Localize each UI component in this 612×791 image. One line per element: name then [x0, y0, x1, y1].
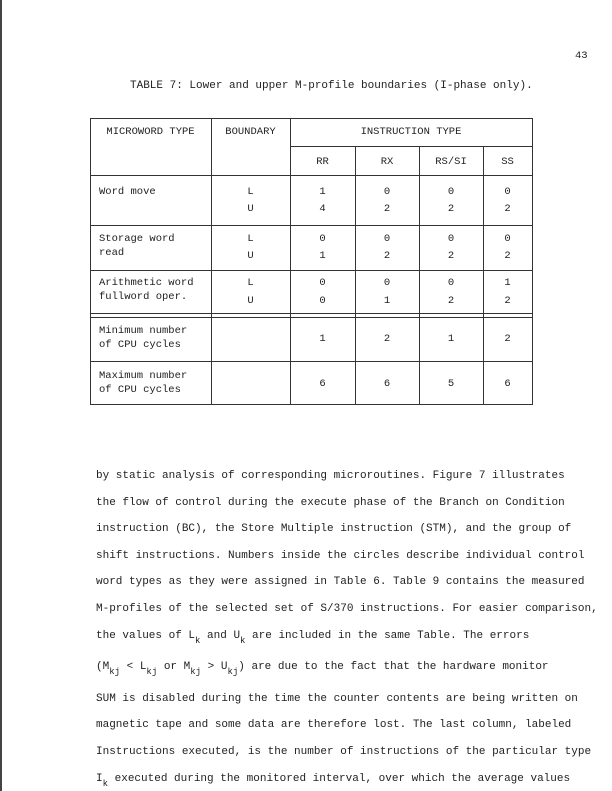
table-rule	[90, 175, 532, 176]
boundary-cell: U	[247, 250, 254, 262]
row-label: fullword oper.	[99, 291, 188, 303]
text-line: Instructions executed, is the number of instructions of the particular type	[96, 745, 592, 758]
table-rule	[90, 225, 532, 226]
value-cell: 4	[319, 203, 326, 215]
value-cell: 0	[447, 277, 455, 289]
value-cell: 0	[447, 186, 455, 198]
text-span: < L	[120, 661, 147, 674]
value-cell: 1	[319, 250, 326, 262]
table-rule	[419, 146, 420, 404]
value-cell: 2	[504, 332, 511, 345]
text-line	[96, 766, 571, 791]
row-label: of CPU cycles	[99, 384, 181, 396]
row-label: Word move	[99, 186, 156, 198]
value-cell: 2	[504, 295, 511, 307]
value-cell: 6	[504, 377, 511, 390]
boundary-cell: U	[247, 203, 254, 215]
table-rule	[90, 361, 532, 362]
value-cell: 2	[447, 203, 455, 215]
body-paragraph	[96, 463, 598, 791]
value-cell: 5	[447, 377, 455, 390]
value-cell: 0	[383, 233, 391, 245]
header-microword-type: MICROWORD TYPE	[106, 126, 195, 138]
boundary-cell: L	[247, 277, 254, 289]
text-span: executed during the monitored interval, over which the average values	[108, 772, 571, 785]
value-cell: 0	[447, 233, 455, 245]
table-rule	[90, 270, 532, 271]
text-span: and U	[200, 629, 241, 642]
value-cell: 6	[319, 377, 326, 390]
row-label: Maximum number	[99, 370, 188, 382]
text-span: are included in the same Table. The errors	[245, 629, 530, 642]
text-line	[96, 623, 566, 655]
text-line: M-profiles of the selected set of S/370 instructions. For easier comparison,	[96, 602, 598, 615]
boundary-cell: L	[247, 233, 254, 245]
value-cell: 2	[447, 250, 455, 262]
value-cell: 1	[447, 332, 455, 345]
subscript: k	[240, 635, 246, 646]
table-rule	[355, 146, 356, 404]
value-cell: 0	[383, 277, 391, 289]
table-caption: TABLE 7: Lower and upper M-profile boundaries (I-phase only).	[130, 80, 533, 92]
value-cell: 1	[383, 295, 391, 307]
value-cell: 1	[504, 277, 511, 289]
value-cell: 0	[383, 186, 391, 198]
scan-edge	[0, 0, 2, 791]
header-col: SS	[501, 156, 514, 168]
row-label: Arithmetic word	[99, 277, 194, 289]
subscript: kj	[109, 667, 121, 678]
header-col: RR	[316, 156, 329, 168]
header-col: RX	[380, 156, 394, 168]
row-label: read	[99, 247, 125, 259]
row-label: Minimum number	[99, 325, 188, 337]
subscript: kj	[227, 667, 239, 678]
value-cell: 6	[383, 377, 391, 390]
value-cell: 2	[447, 295, 455, 307]
value-cell: 0	[319, 277, 326, 289]
text-line: word types as they were assigned in Table 6. Table 9 contains the measured	[96, 576, 585, 589]
value-cell: 1	[319, 332, 326, 345]
table-rule	[483, 146, 484, 404]
value-cell: 0	[504, 186, 511, 198]
value-cell: 2	[504, 203, 511, 215]
text-line: by static analysis of corresponding microroutines. Figure 7 illustrates	[96, 470, 565, 482]
row-label: Storage word	[99, 233, 175, 245]
table-rule	[90, 404, 533, 405]
table-rule	[532, 118, 533, 404]
text-line: instruction (BC), the Store Multiple instruction (STM), and the group of	[96, 523, 572, 536]
text-line: SUM is disabled during the time the counter contents are being written on	[96, 692, 578, 705]
subscript: kj	[146, 667, 158, 678]
table-rule	[290, 146, 532, 147]
subscript: kj	[190, 667, 202, 678]
boundary-cell: L	[247, 186, 254, 198]
text-line: magnetic tape and some data are therefore lost. The last column, labeled	[96, 719, 572, 732]
value-cell: 0	[319, 295, 326, 307]
text-span: ) are due to the fact that the hardware monitor	[238, 661, 549, 674]
boundary-cell: U	[247, 295, 254, 307]
value-cell: 0	[319, 233, 326, 245]
value-cell: 1	[319, 186, 326, 198]
text-span: > U	[201, 661, 228, 674]
text-line: shift instructions. Numbers inside the circles describe individual control	[96, 549, 585, 562]
text-line: the flow of control during the execute phase of the Branch on Condition	[96, 496, 565, 509]
header-boundary: BOUNDARY	[225, 126, 276, 138]
text-span: the values of L	[96, 629, 196, 642]
subscript: k	[195, 635, 201, 646]
value-cell: 2	[383, 250, 391, 262]
value-cell: 2	[383, 203, 391, 215]
page-number: 43	[575, 50, 588, 62]
header-col: RS/SI	[435, 156, 467, 168]
table-rule	[90, 313, 532, 314]
table-rule	[90, 118, 532, 119]
text-span: (M	[96, 661, 110, 674]
header-instruction-type: INSTRUCTION TYPE	[360, 126, 462, 138]
text-line	[96, 654, 566, 686]
value-cell: 2	[504, 250, 511, 262]
value-cell: 2	[383, 332, 391, 345]
text-span: or M	[157, 661, 191, 674]
table-rule	[90, 317, 532, 318]
text-span: I	[96, 772, 103, 785]
value-cell: 0	[504, 233, 511, 245]
subscript: k	[102, 778, 109, 789]
row-label: of CPU cycles	[99, 339, 181, 351]
